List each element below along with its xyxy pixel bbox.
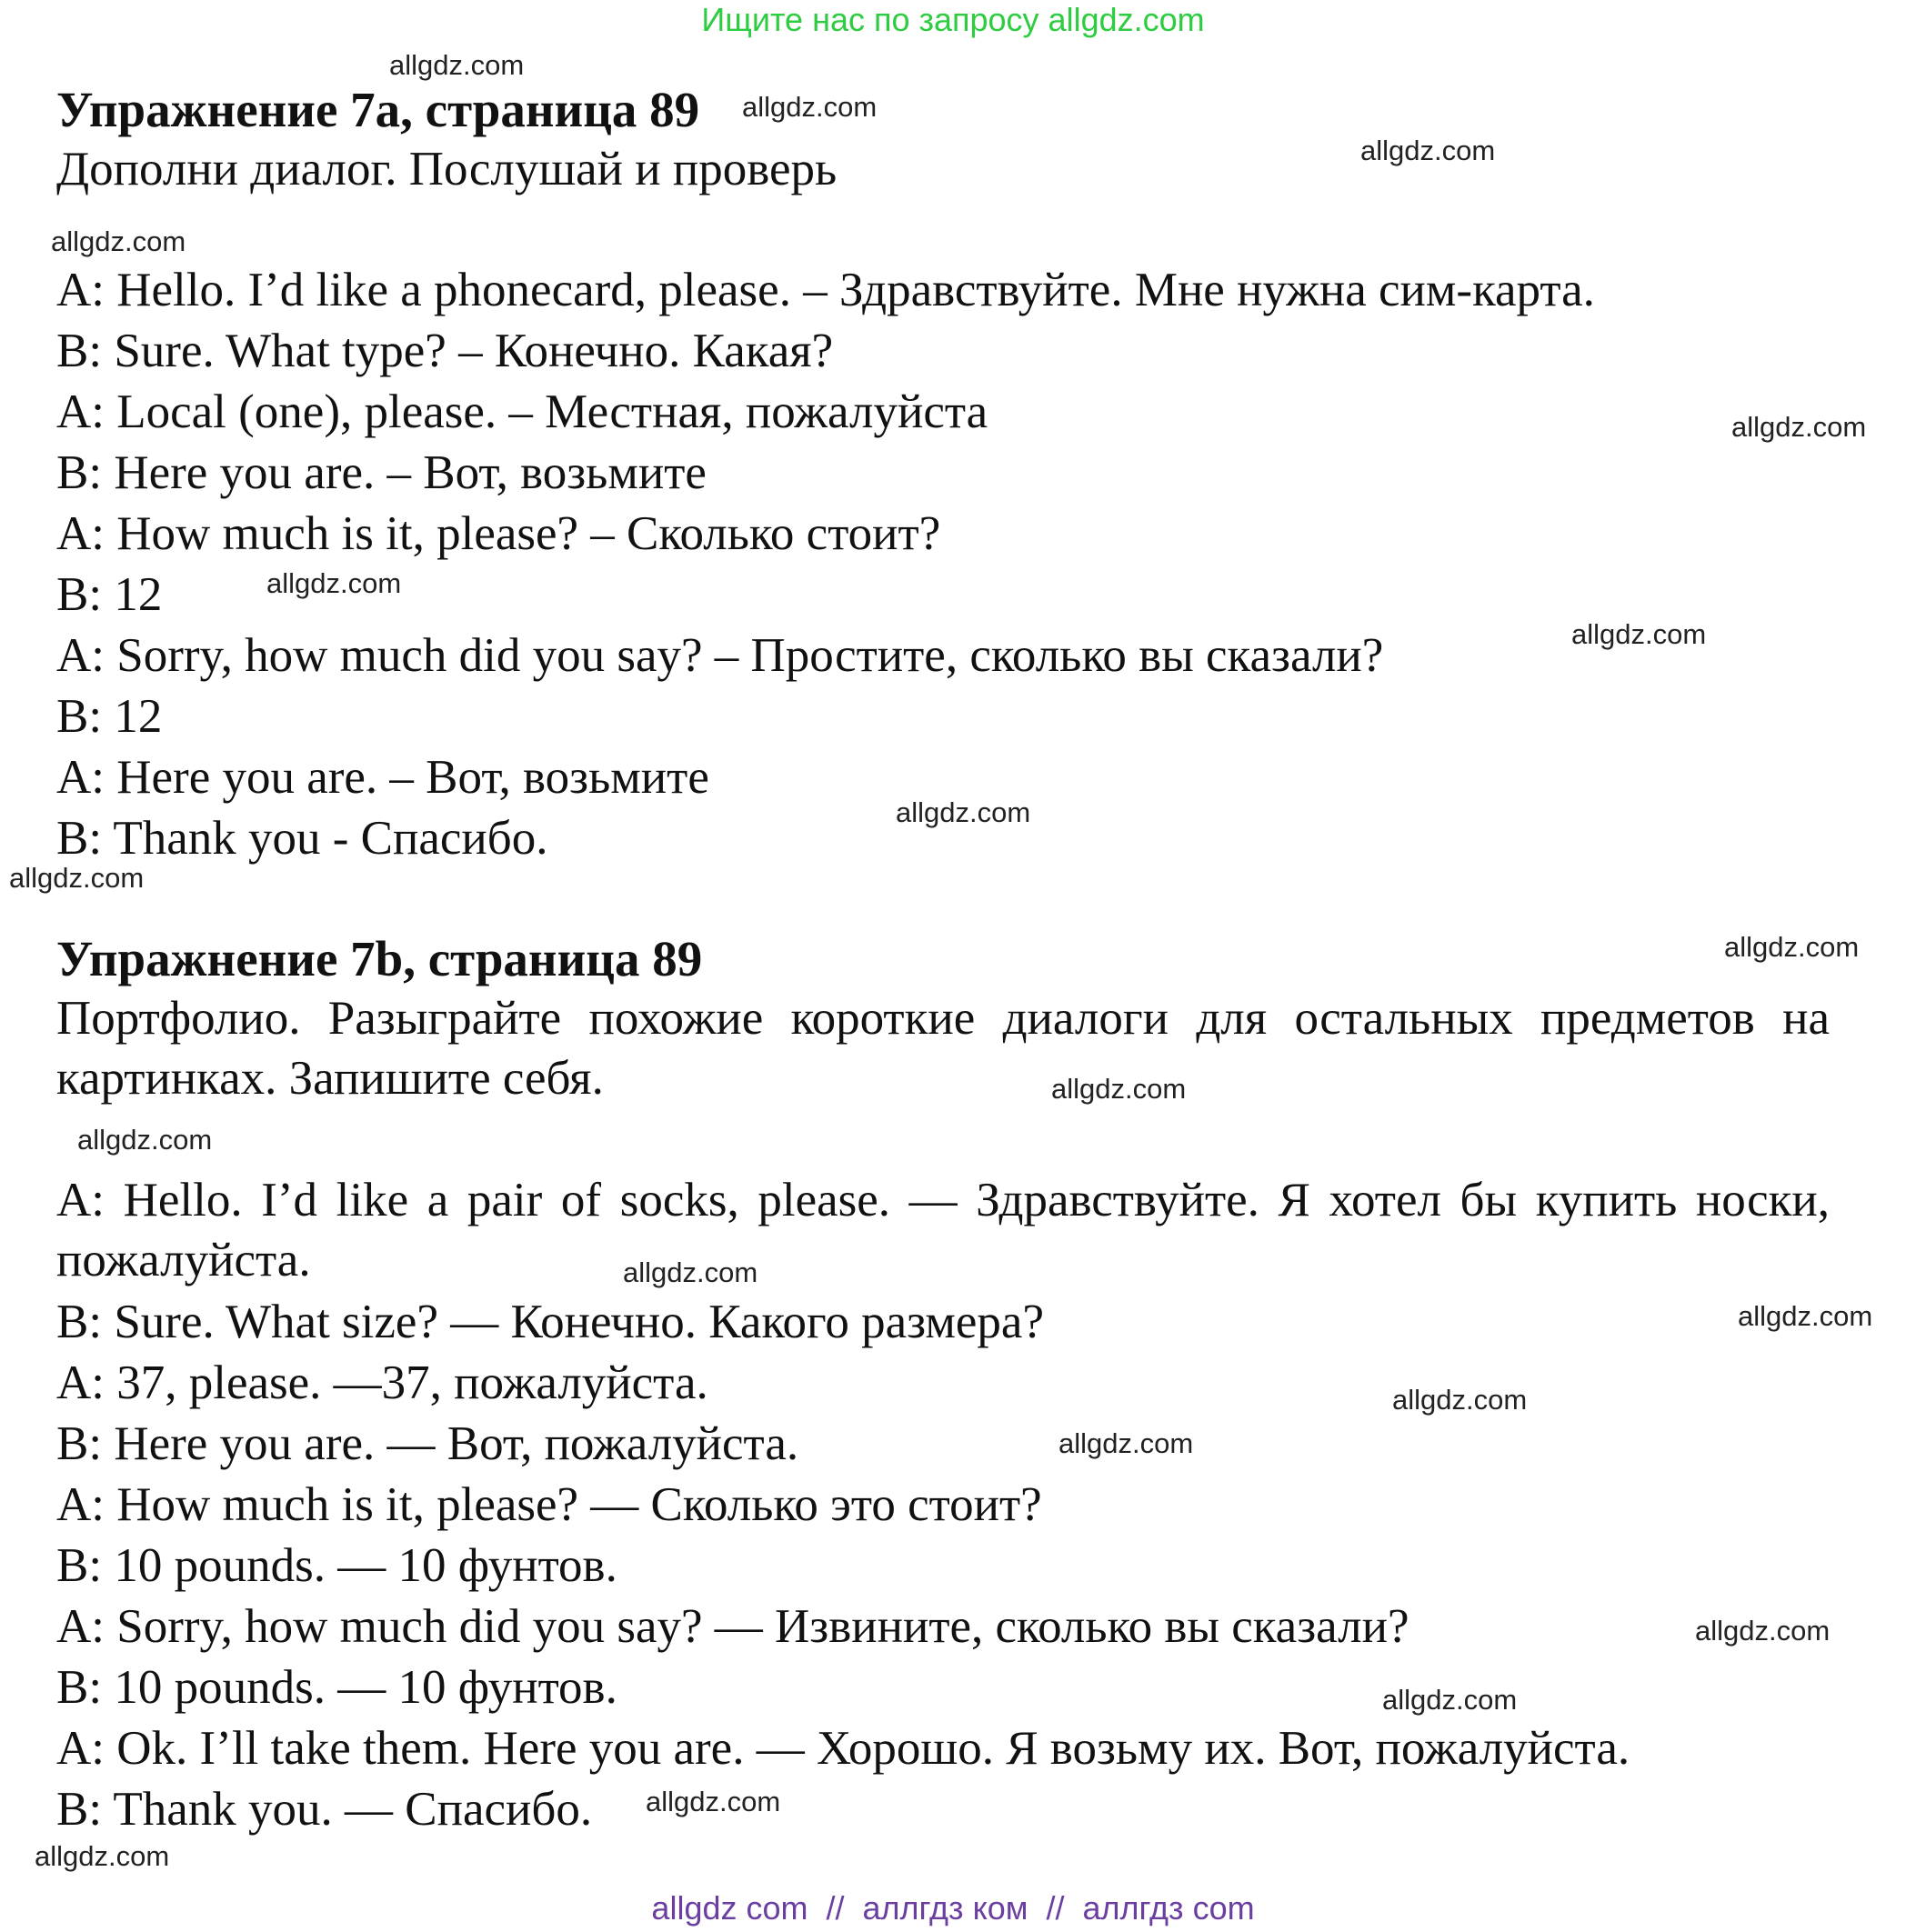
dialog-7b-line: A: 37, please. —37, пожалуйста.	[56, 1356, 708, 1409]
watermark: allgdz.com	[1051, 1073, 1187, 1105]
watermark: allgdz.com	[646, 1786, 781, 1817]
watermark: allgdz.com	[1695, 1615, 1831, 1647]
watermark: allgdz.com	[1571, 618, 1707, 650]
exercise-7b-instruction: Портфолио. Разыграйте похожие короткие диалоги для остальных предметов на картинках. Запишите себя.	[56, 992, 1830, 1105]
dialog-7a-line: A: Local (one), please. – Местная, пожалуйста	[56, 385, 988, 438]
dialog-7b-line: B: Sure. What size? — Конечно. Какого размера?	[56, 1296, 1044, 1348]
dialog-7b-line: B: 10 pounds. — 10 фунтов.	[56, 1539, 617, 1592]
watermark: allgdz.com	[389, 49, 525, 81]
dialog-7a-line: A: Hello. I’d like a phonecard, please. – Здравствуйте. Мне нужна сим-карта.	[56, 264, 1595, 316]
exercise-7b-title: Упражнение 7b, страница 89	[56, 931, 703, 986]
watermark: allgdz.com	[1392, 1384, 1528, 1416]
dialog-7b-line: A: Ok. I’ll take them. Here you are. — Хорошо. Я возьму их. Вот, пожалуйста.	[56, 1722, 1630, 1775]
dialog-7b-line: B: 10 pounds. — 10 фунтов.	[56, 1661, 617, 1714]
watermark: allgdz.com	[1731, 411, 1867, 443]
watermark: allgdz.com	[1724, 931, 1860, 963]
dialog-7a-line: B: Sure. What type? – Конечно. Какая?	[56, 325, 834, 377]
watermark: allgdz.com	[1738, 1300, 1873, 1332]
watermark: allgdz.com	[896, 796, 1031, 828]
dialog-7a-line: A: How much is it, please? – Сколько стоит?	[56, 507, 941, 560]
search-banner: Ищите нас по запросу allgdz.com	[701, 1, 1205, 38]
dialog-7a-line: B: Here you are. – Вот, возьмите	[56, 446, 707, 499]
watermark: allgdz.com	[742, 91, 878, 123]
watermark: allgdz.com	[266, 567, 402, 599]
watermark: allgdz.com	[623, 1256, 758, 1288]
dialog-7b-line: B: Here you are. — Вот, пожалуйста.	[56, 1417, 799, 1470]
dialog-7a-line: B: 12	[56, 690, 163, 743]
dialog-7b-line: A: How much is it, please? — Сколько это стоит?	[56, 1478, 1042, 1531]
watermark: allgdz.com	[77, 1124, 213, 1156]
dialog-7a-line: A: Here you are. – Вот, возьмите	[56, 751, 709, 804]
watermark: allgdz.com	[35, 1840, 170, 1872]
dialog-7b-line: A: Hello. I’d like a pair of socks, please. — Здравствуйте. Я хотел бы купить носки, пожалуйста.	[56, 1174, 1830, 1286]
watermark: allgdz.com	[1058, 1427, 1194, 1459]
watermark: allgdz.com	[51, 225, 186, 257]
dialog-7a-line: B: 12	[56, 568, 163, 621]
watermark: allgdz.com	[9, 862, 145, 894]
exercise-7a-title: Упражнение 7a, страница 89	[56, 82, 700, 137]
dialog-7b-line: B: Thank you. — Спасибо.	[56, 1783, 593, 1836]
watermark: allgdz.com	[1360, 135, 1496, 166]
watermark: allgdz.com	[1382, 1684, 1518, 1716]
dialog-7a-line: A: Sorry, how much did you say? – Простите, сколько вы сказали?	[56, 629, 1384, 682]
exercise-7a-instruction: Дополни диалог. Послушай и проверь	[56, 143, 838, 195]
footer-links: allgdz com // аллгдз ком // аллгдз com	[651, 1889, 1255, 1927]
dialog-7a-line: B: Thank you - Спасибо.	[56, 812, 548, 865]
dialog-7b-line: A: Sorry, how much did you say? — Извините, сколько вы сказали?	[56, 1600, 1409, 1653]
